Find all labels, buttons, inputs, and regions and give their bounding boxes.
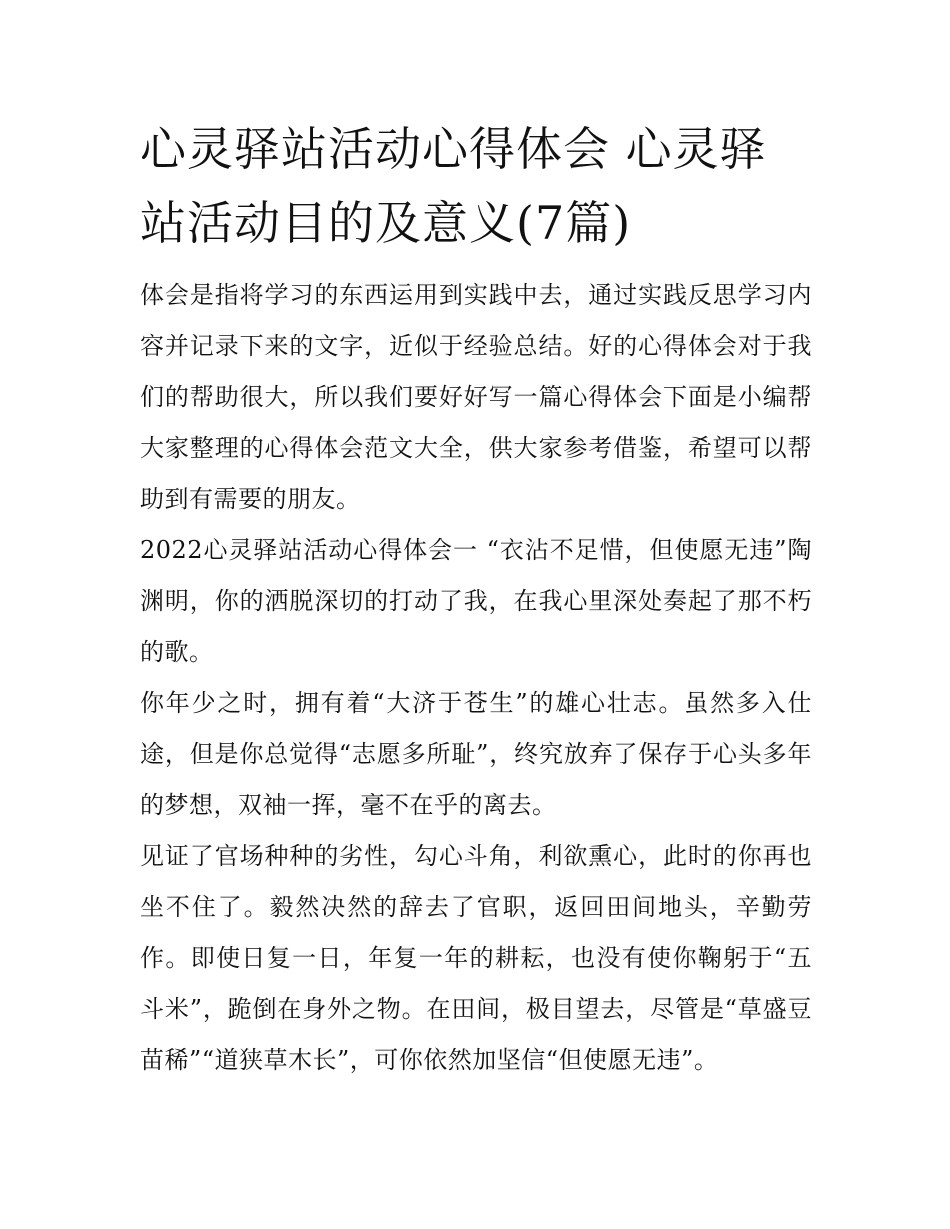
paragraph-youth-ambition: 你年少之时，拥有着“大济于苍生”的雄心壮志。虽然多入仕途，但是你总觉得“志愿多所耻”，终究放弃了保存于心头多年的梦想，双袖一挥，毫不在乎的离去。: [140, 689, 812, 819]
paragraph-essay-opening: 2022心灵驿站活动心得体会一 “衣沾不足惜，但使愿无违”陶渊明，你的洒脱深切的打动了我，在我心里深处奏起了那不朽的歌。: [140, 536, 812, 666]
paragraph-intro: 体会是指将学习的东西运用到实践中去，通过实践反思学习内容并记录下来的文字，近似于经验总结。好的心得体会对于我们的帮助很大，所以我们要好好写一篇心得体会下面是小编帮大家整理的心得体会范文大全，供大家参考借鉴，希望可以帮助到有需要的朋友。: [140, 281, 812, 513]
document-title: 心灵驿站活动心得体会 心灵驿站活动目的及意义(7篇): [140, 122, 767, 250]
paragraph-leaving-office: 见证了官场种种的劣性，勾心斗角，利欲熏心，此时的你再也坐不住了。毅然决然的辞去了官职，返回田间地头，辛勤劳作。即使日复一日，年复一年的耕耘，也没有使你鞠躬于“五斗米”，跪倒在身外之物。在田间，极目望去，尽管是“草盛豆苗稀”“道狭草木长”，可你依然加坚信“但使愿无违”。: [140, 842, 812, 1074]
document-body: [140, 112, 812, 1086]
